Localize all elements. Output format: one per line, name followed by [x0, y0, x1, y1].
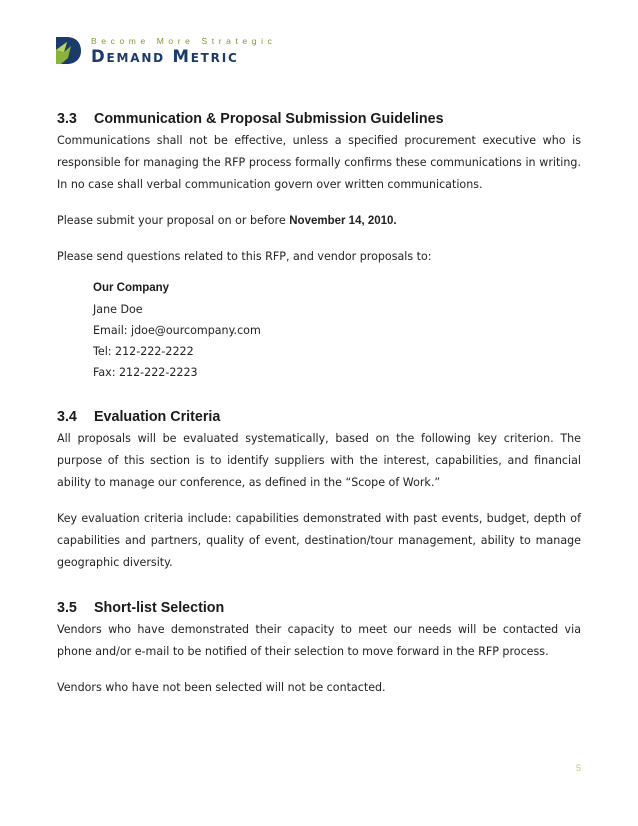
contact-tel: Tel: 212-222-2222	[93, 345, 194, 358]
section-heading	[57, 108, 581, 130]
paragraph: Key evaluation criteria include: capabilities demonstrated with past events, budget, depth of capabilities and partners, quality of event, destination/tour management, ability to manage geographic diversity.	[57, 512, 581, 569]
section-3-5	[57, 597, 581, 699]
logo-mark-icon	[55, 36, 82, 65]
section-number: 3.3	[57, 111, 77, 127]
document-body	[57, 108, 581, 699]
logo-tagline: Become More Strategic	[91, 36, 277, 46]
section-number: 3.4	[57, 409, 77, 425]
paragraph-submit-date	[57, 210, 581, 232]
section-heading	[57, 597, 581, 619]
section-number: 3.5	[57, 600, 77, 616]
section-3-3	[57, 108, 581, 383]
paragraph: All proposals will be evaluated systematically, based on the following key criterion. The purpose of this section is to identify suppliers with the interest, capabilities, and financial ability to manage our conference, as defined in the “Scope of Work.”	[57, 432, 581, 489]
contact-email: Email: jdoe@ourcompany.com	[93, 324, 261, 337]
demand-metric-logo	[55, 34, 305, 68]
paragraph: Communications shall not be effective, unless a specified procurement executive who is responsible for managing the RFP process formally confirms these communications in writing. In no case shall verbal communication govern over written communications.	[57, 134, 581, 191]
contact-fax: Fax: 212-222-2223	[93, 366, 198, 379]
section-heading	[57, 406, 581, 428]
contact-block	[93, 277, 581, 383]
submit-text: Please submit your proposal on or before	[57, 214, 290, 227]
submission-date: November 14, 2010.	[289, 215, 397, 227]
paragraph: Vendors who have not been selected will not be contacted.	[57, 681, 386, 694]
section-title: Communication & Proposal Submission Guidelines	[94, 111, 444, 127]
paragraph: Vendors who have demonstrated their capacity to meet our needs will be contacted via phone and/or e-mail to be notified of their selection to move forward in the RFP process.	[57, 623, 581, 658]
section-3-4	[57, 406, 581, 574]
page-number: 5	[576, 763, 582, 773]
contact-name: Jane Doe	[93, 303, 143, 316]
paragraph: Please send questions related to this RFP, and vendor proposals to:	[57, 250, 432, 263]
section-title: Short-list Selection	[94, 600, 225, 616]
contact-company: Our Company	[93, 282, 170, 294]
section-title: Evaluation Criteria	[94, 409, 221, 425]
logo-brand-name: Demand Metric	[91, 47, 239, 66]
